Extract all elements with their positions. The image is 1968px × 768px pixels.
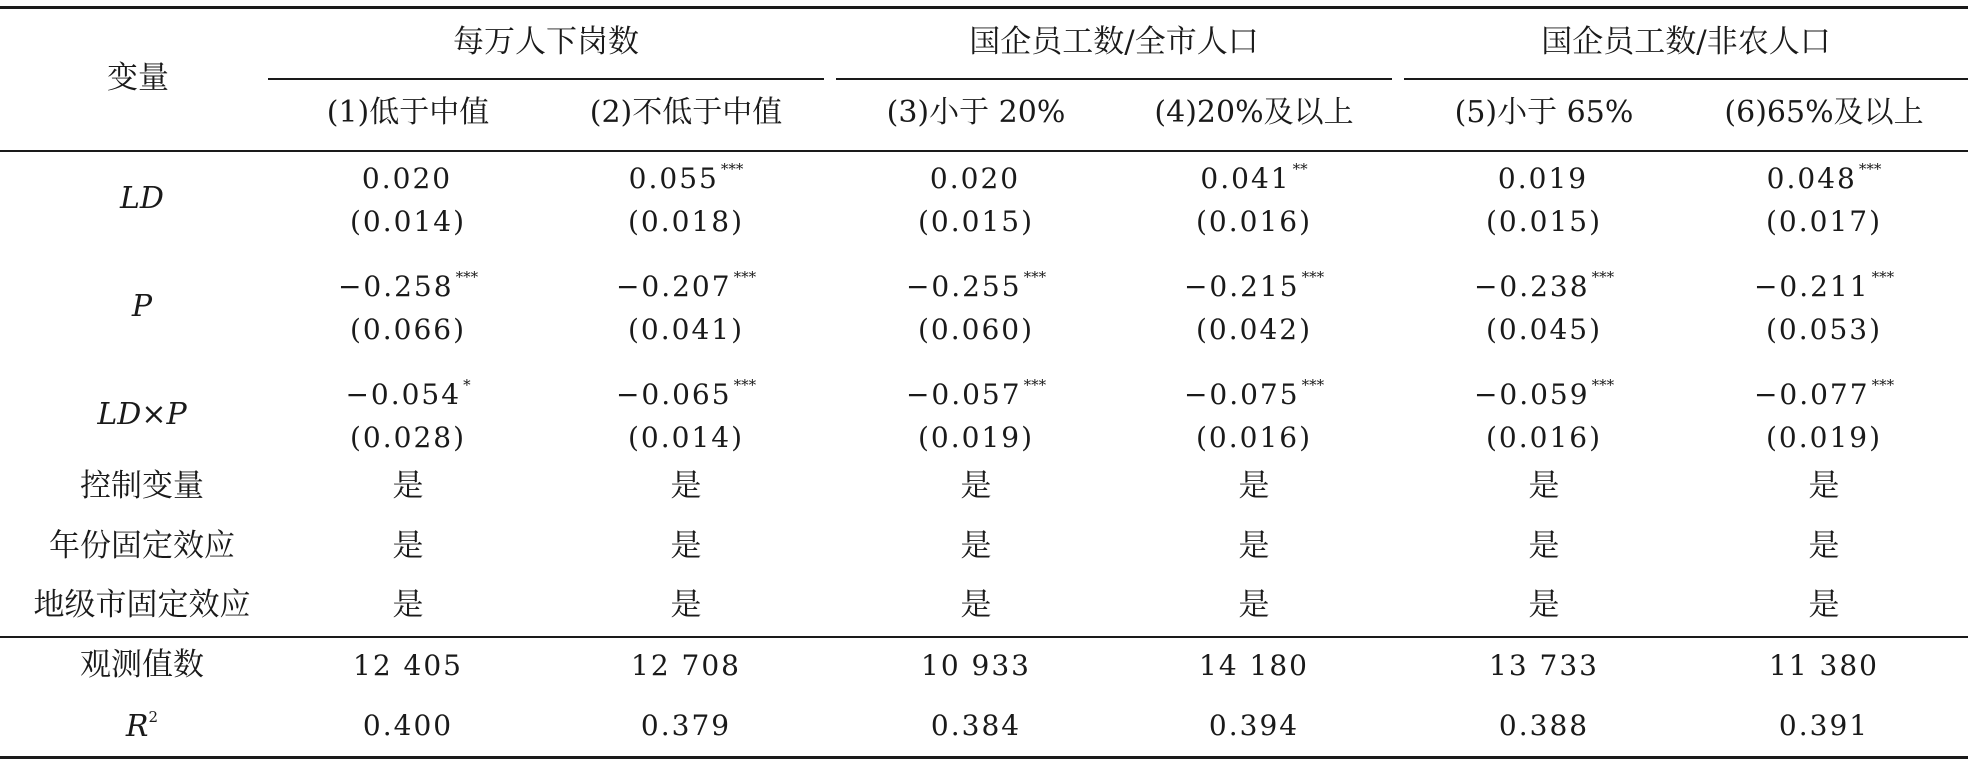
coef-ld-2: 0.055 *** xyxy=(628,160,744,195)
obs-1: 12 405 xyxy=(353,649,463,682)
col-header-3: (3)小于 20% xyxy=(886,95,1066,130)
year-fe-6: 是 xyxy=(1808,528,1840,564)
se-p-3: (0.060) xyxy=(917,313,1035,346)
header-bottom-rule xyxy=(0,150,1968,152)
city-fe-1: 是 xyxy=(392,587,424,623)
coef-p-5: −0.238 *** xyxy=(1473,268,1615,303)
group-header-layoffs: 每万人下岗数 xyxy=(453,24,639,60)
r2-6: 0.391 xyxy=(1778,709,1870,742)
obs-2: 12 708 xyxy=(631,649,741,682)
col-header-2: (2)不低于中值 xyxy=(589,95,783,130)
se-ldp-2: (0.014) xyxy=(627,421,745,454)
col-header-6: (6)65%及以上 xyxy=(1724,95,1924,130)
group3-underline xyxy=(1404,78,1968,80)
se-ld-1: (0.014) xyxy=(349,205,467,238)
year-fe-2: 是 xyxy=(670,528,702,564)
r2-2: 0.379 xyxy=(640,709,732,742)
year-fe-3: 是 xyxy=(960,528,992,564)
row-label-year-fe: 年份固定效应 xyxy=(49,528,235,564)
coef-ld-5: 0.019 xyxy=(1497,162,1589,195)
row-label-r-squared: $R^2$ xyxy=(125,708,159,744)
coef-p-4: −0.215 *** xyxy=(1183,268,1325,303)
coef-ldp-5: −0.059 *** xyxy=(1473,376,1615,411)
col-header-4: (4)20%及以上 xyxy=(1154,95,1354,130)
obs-3: 10 933 xyxy=(921,649,1031,682)
city-fe-4: 是 xyxy=(1238,587,1270,623)
coef-ldp-1: −0.054 * xyxy=(345,376,471,411)
se-ldp-5: (0.016) xyxy=(1485,421,1603,454)
coef-ldp-4: −0.075 *** xyxy=(1183,376,1325,411)
city-fe-5: 是 xyxy=(1528,587,1560,623)
row-label-ld-x-p: LD×P xyxy=(97,397,187,432)
col-header-1: (1)低于中值 xyxy=(326,95,490,130)
obs-4: 14 180 xyxy=(1199,649,1309,682)
controls-2: 是 xyxy=(670,468,702,504)
r2-1: 0.400 xyxy=(362,709,454,742)
col-header-5: (5)小于 65% xyxy=(1454,95,1634,130)
controls-6: 是 xyxy=(1808,468,1840,504)
year-fe-5: 是 xyxy=(1528,528,1560,564)
se-ldp-3: (0.019) xyxy=(917,421,1035,454)
se-ld-6: (0.017) xyxy=(1765,205,1883,238)
coef-ld-3: 0.020 xyxy=(929,162,1021,195)
se-p-4: (0.042) xyxy=(1195,313,1313,346)
obs-5: 13 733 xyxy=(1489,649,1599,682)
se-ldp-4: (0.016) xyxy=(1195,421,1313,454)
body-bottom-rule xyxy=(0,636,1968,638)
group-header-soe-nonagri-pop: 国企员工数/非农人口 xyxy=(1541,24,1831,60)
group-header-soe-city-pop: 国企员工数/全市人口 xyxy=(969,24,1259,60)
top-rule xyxy=(0,6,1968,9)
se-ld-3: (0.015) xyxy=(917,205,1035,238)
controls-5: 是 xyxy=(1528,468,1560,504)
coef-ld-6: 0.048 *** xyxy=(1766,160,1882,195)
se-p-5: (0.045) xyxy=(1485,313,1603,346)
r2-5: 0.388 xyxy=(1498,709,1590,742)
coef-p-1: −0.258 *** xyxy=(337,268,479,303)
controls-3: 是 xyxy=(960,468,992,504)
year-fe-1: 是 xyxy=(392,528,424,564)
obs-6: 11 380 xyxy=(1769,649,1879,682)
coef-ld-1: 0.020 xyxy=(361,162,453,195)
coef-ld-4: 0.041 ** xyxy=(1200,160,1308,195)
r2-3: 0.384 xyxy=(930,709,1022,742)
row-label-observations: 观测值数 xyxy=(80,647,204,683)
se-ld-4: (0.016) xyxy=(1195,205,1313,238)
r2-4: 0.394 xyxy=(1208,709,1300,742)
row-label-ld: LD xyxy=(120,181,164,216)
coef-ldp-2: −0.065 *** xyxy=(615,376,757,411)
se-p-2: (0.041) xyxy=(627,313,745,346)
se-ld-2: (0.018) xyxy=(627,205,745,238)
bottom-rule xyxy=(0,756,1968,759)
controls-4: 是 xyxy=(1238,468,1270,504)
row-label-p: P xyxy=(131,289,153,324)
se-ldp-6: (0.019) xyxy=(1765,421,1883,454)
coef-p-3: −0.255 *** xyxy=(905,268,1047,303)
se-p-1: (0.066) xyxy=(349,313,467,346)
row-label-controls: 控制变量 xyxy=(80,468,204,504)
city-fe-3: 是 xyxy=(960,587,992,623)
controls-1: 是 xyxy=(392,468,424,504)
coef-ldp-3: −0.057 *** xyxy=(905,376,1047,411)
coef-ldp-6: −0.077 *** xyxy=(1753,376,1895,411)
city-fe-2: 是 xyxy=(670,587,702,623)
group1-underline xyxy=(268,78,824,80)
year-fe-4: 是 xyxy=(1238,528,1270,564)
coef-p-6: −0.211 *** xyxy=(1753,268,1895,303)
row-label-city-fe: 地级市固定效应 xyxy=(33,587,251,623)
group2-underline xyxy=(836,78,1392,80)
variable-header: 变量 xyxy=(107,60,169,96)
coef-p-2: −0.207 *** xyxy=(615,268,757,303)
se-ld-5: (0.015) xyxy=(1485,205,1603,238)
se-p-6: (0.053) xyxy=(1765,313,1883,346)
se-ldp-1: (0.028) xyxy=(349,421,467,454)
city-fe-6: 是 xyxy=(1808,587,1840,623)
